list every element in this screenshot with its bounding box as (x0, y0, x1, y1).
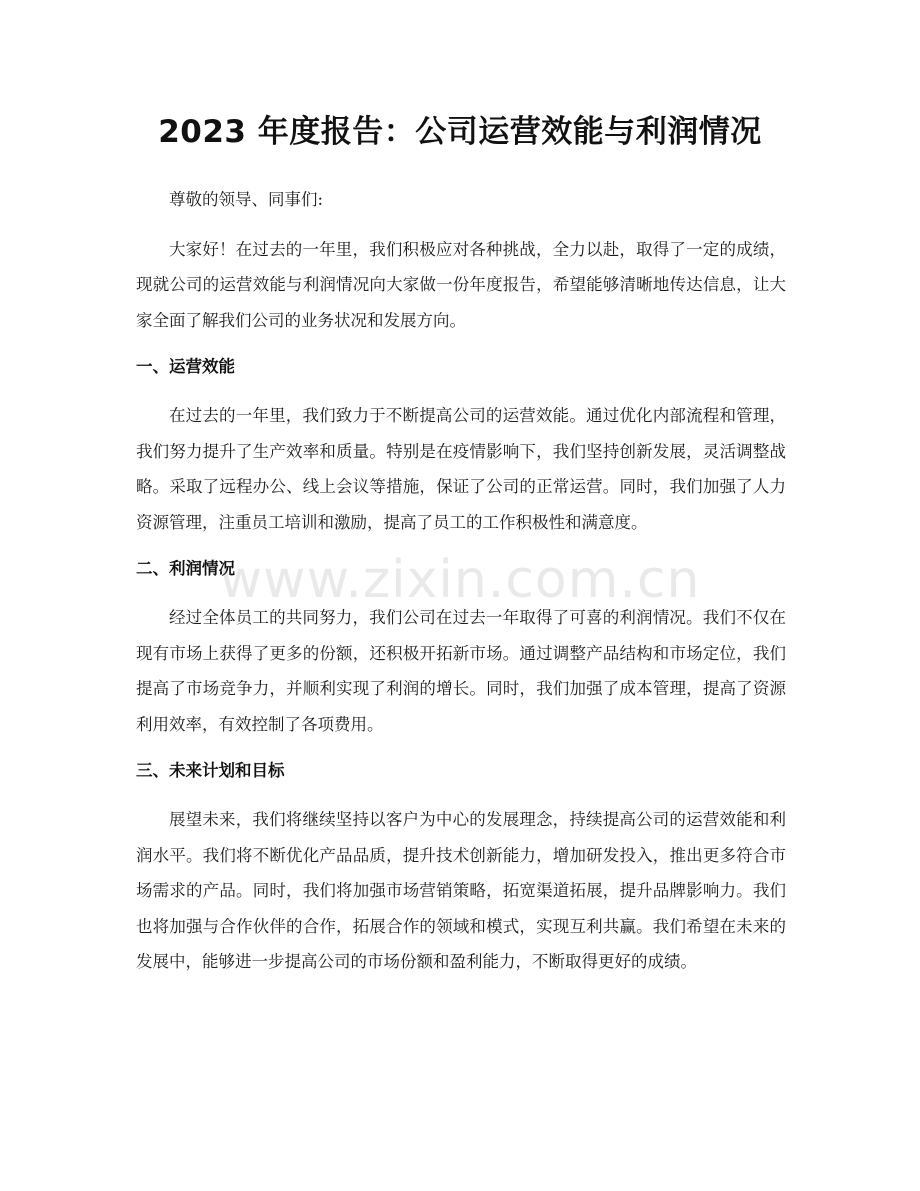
watermark-text: www.zixin.com.cn (219, 550, 701, 610)
intro-paragraph: 大家好！在过去的一年里，我们积极应对各种挑战，全力以赴，取得了一定的成绩，现就公司的运营效能与利润情况向大家做一份年度报告，希望能够清晰地传达信息，让大家全面了解我们公司的业务状况和发展方向。 (136, 239, 786, 330)
section-heading-operations: 一、运营效能 (136, 357, 235, 376)
document-title: 2023 年度报告：公司运营效能与利润情况 (158, 114, 762, 150)
section-body-profit: 经过全体员工的共同努力，我们公司在过去一年取得了可喜的利润情况。我们不仅在现有市场上获得了更多的份额，还积极开拓新市场。通过调整产品结构和市场定位，我们提高了市场竞争力，并顺利实现了利润的增长。同时，我们加强了成本管理，提高了资源利用效率，有效控制了各项费用。 (136, 608, 786, 734)
section-heading-profit: 二、利润情况 (136, 559, 235, 578)
greeting-paragraph: 尊敬的领导、同事们: (169, 190, 324, 209)
section-heading-future-plans: 三、未来计划和目标 (136, 761, 285, 780)
section-body-future-plans: 展望未来，我们将继续坚持以客户为中心的发展理念，持续提高公司的运营效能和利润水平。我们将不断优化产品品质，提升技术创新能力，增加研发投入，推出更多符合市场需求的产品。同时，我们将加强市场营销策略，拓宽渠道拓展，提升品牌影响力。我们也将加强与合作伙伴的合作，拓展合作的领域和模式，实现互利共赢。我们希望在未来的发展中，能够进一步提高公司的市场份额和盈利能力，不断取得更好的成绩。 (136, 810, 786, 971)
document-body (136, 182, 786, 992)
section-body-operations: 在过去的一年里，我们致力于不断提高公司的运营效能。通过优化内部流程和管理，我们努力提升了生产效率和质量。特别是在疫情影响下，我们坚持创新发展，灵活调整战略。采取了远程办公、线上会议等措施，保证了公司的正常运营。同时，我们加强了人力资源管理，注重员工培训和激励，提高了员工的工作积极性和满意度。 (136, 406, 786, 532)
